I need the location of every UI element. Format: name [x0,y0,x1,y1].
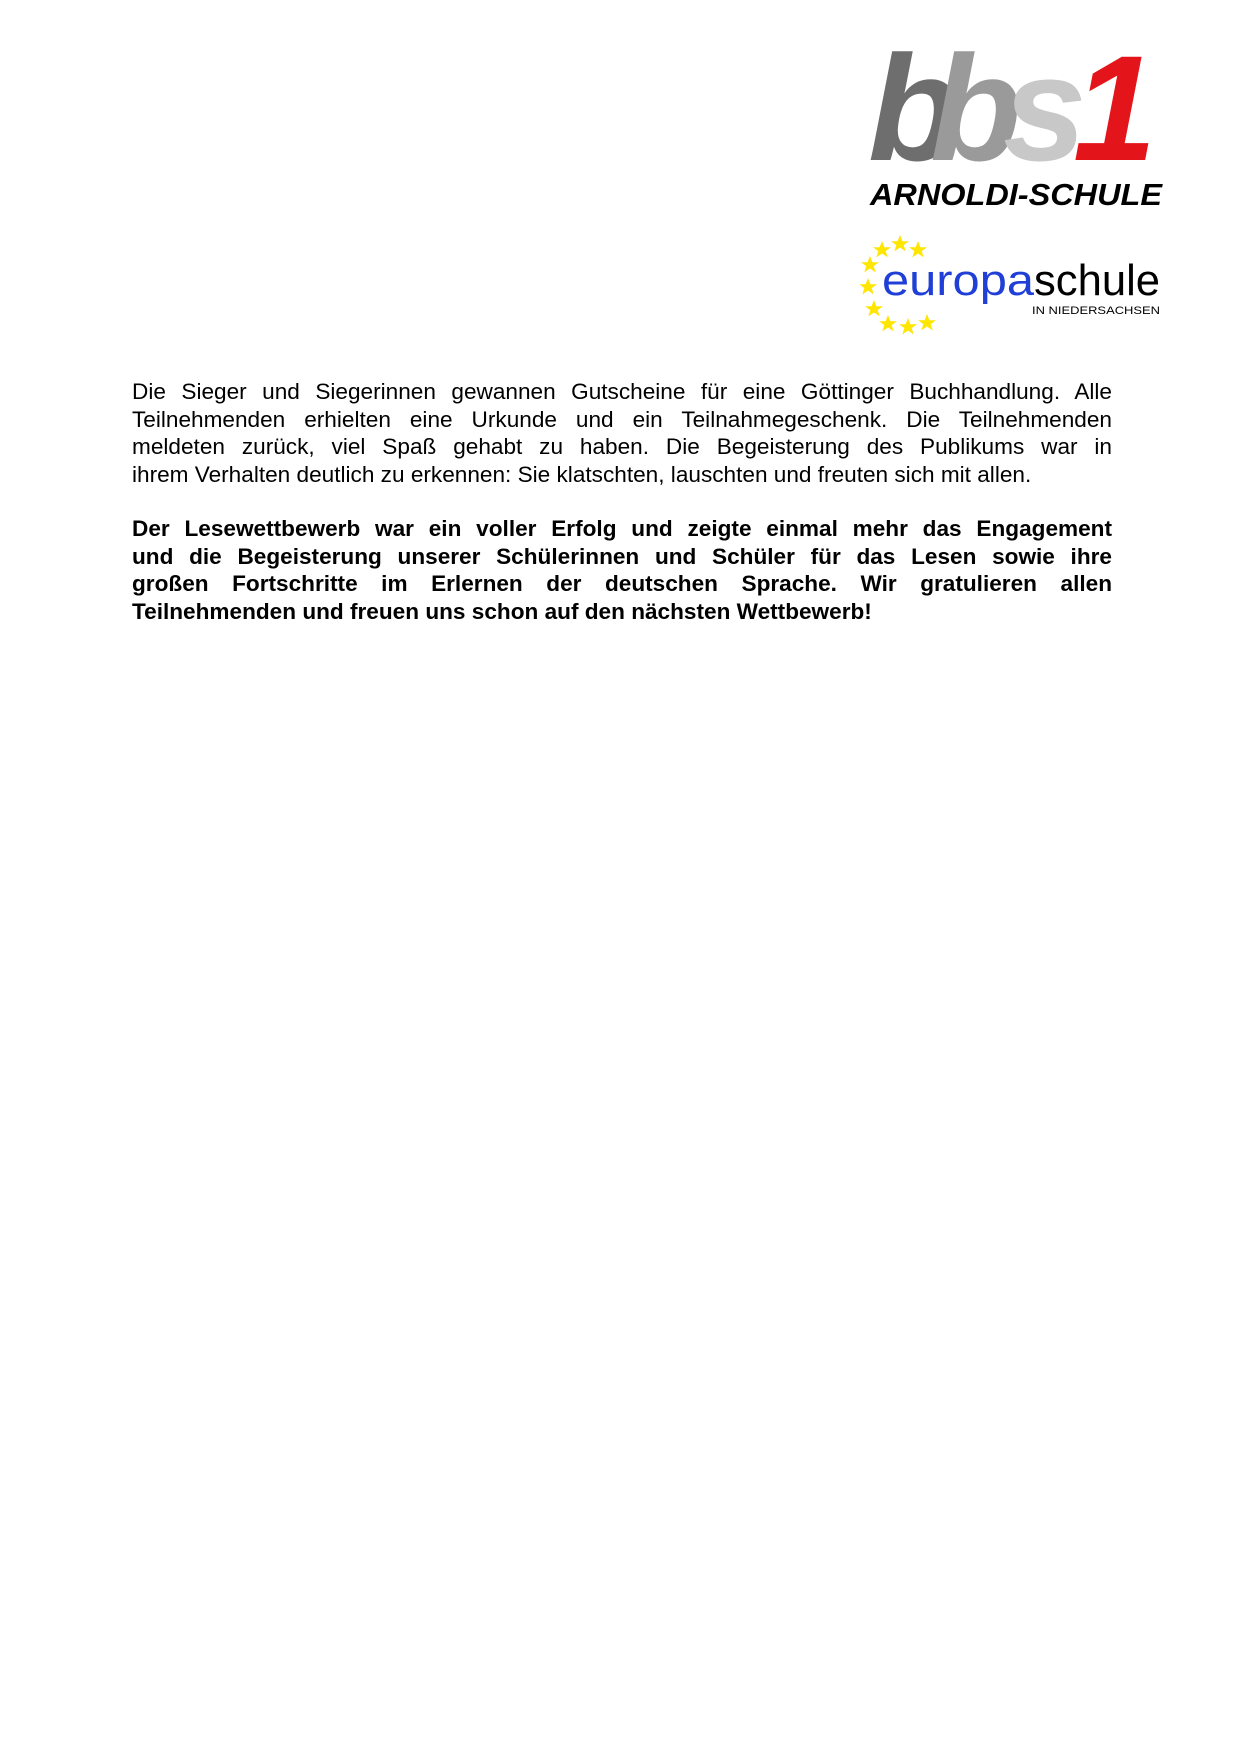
bbs1-letter-s: s [1003,40,1087,192]
schule-word: schule [1034,256,1160,305]
bbs1-logo [868,40,1168,210]
paragraph-line: und die Begeisterung unserer Schülerinnen und Schüler für das Lesen sowie ihre [132,543,1112,569]
region-subline: IN NIEDERSACHSEN [1032,305,1161,317]
paragraph-line: meldeten zurück, viel Spaß gehabt zu haben. Die Begeisterung des Publikums war in [132,434,1112,459]
paragraph-line: Teilnehmenden und freuen uns schon auf den nächsten Wettbewerb! [132,598,872,624]
paragraph-line: Der Lesewettbewerb war ein voller Erfolg und zeigte einmal mehr das Engagement [132,516,1112,541]
europa-word: europa [882,256,1035,305]
europaschule-logo [860,230,1180,340]
paragraph-line: Teilnehmenden erhielten eine Urkunde und ein Teilnahmegeschenk. Die Teilnehmenden [132,406,1112,432]
paragraph-line: ihrem Verhalten deutlich zu erkennen: Sie klatschten, lauschten und freuten sich mit allen. [132,461,1032,487]
document-body [132,378,1112,625]
paragraph-results [132,378,1112,488]
paragraph-conclusion [132,515,1112,625]
bbs1-letter-b2: b [930,40,1004,192]
bbs1-wordmark [868,40,1156,192]
bbs1-letter-b1: b [868,40,942,192]
paragraph-line: großen Fortschritte im Erlernen der deutschen Sprache. Wir gratulieren allen [132,571,1112,596]
bbs1-digit-1: 1 [1073,40,1157,192]
school-name: ARNOLDI-SCHULE [868,177,1164,210]
paragraph-line: Die Sieger und Siegerinnen gewannen Gutscheine für eine Göttinger Buchhandlung. Alle [132,379,1112,404]
